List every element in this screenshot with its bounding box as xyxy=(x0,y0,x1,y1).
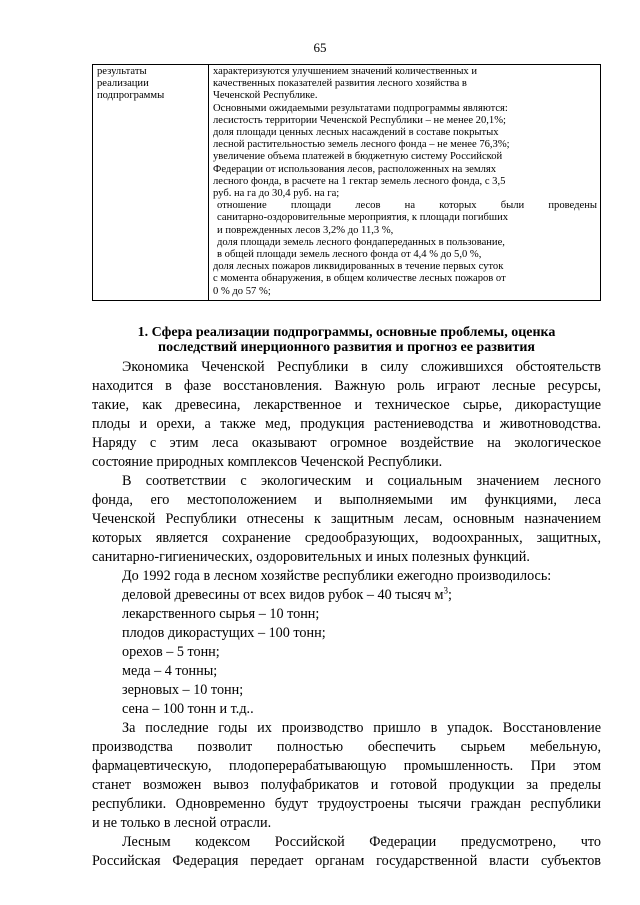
paragraph-line: Экономика Чеченской Республики в силу сложившихся обстоятельств xyxy=(122,359,601,375)
content-line: качественных показателей развития лесного хозяйства в xyxy=(213,78,467,90)
paragraph-line: которых является сохранение средообразующих, водоохранных, защитных, xyxy=(92,530,601,546)
content-line: Основными ожидаемыми результатами подпрограммы являются: xyxy=(213,102,508,114)
content-line: 0 % до 57 %; xyxy=(213,285,271,297)
paragraph-line: фонда, его местоположением и выполняемыми им функциями, леса xyxy=(92,492,601,508)
content-line: увеличение объема платежей в бюджетную систему Российской xyxy=(213,151,503,163)
list-item: плодов дикорастущих – 100 тонн; xyxy=(122,625,326,641)
paragraph-line: производства позволит полностью обеспечить сырьем мебельную, xyxy=(92,739,601,755)
list-item: зерновых – 10 тонн; xyxy=(122,682,244,698)
paragraph-line: находится в фазе восстановления. Важную роль играют лесные ресурсы, xyxy=(92,378,601,394)
content-line: доля площади ценных лесных насаждений в составе покрытых xyxy=(213,127,499,139)
page-number: 65 xyxy=(313,40,327,55)
label-line: подпрограммы xyxy=(97,90,165,102)
paragraph-line: и не только в лесной отрасли. xyxy=(92,815,272,831)
content-line: лесной растительностью земель лесного фонда – не менее 76,3%; xyxy=(213,139,510,151)
table-content-cell xyxy=(209,65,601,301)
paragraph-line: плоды и орехи, а также мед, продукция растениеводства и животноводства. xyxy=(92,416,601,432)
content-line: лесного фонда, в расчете на 1 гектар земель лесного фонда, с 3,5 xyxy=(213,175,506,187)
label-line: реализации xyxy=(97,78,149,90)
list-item-suffix: ; xyxy=(447,587,452,603)
paragraph-line: До 1992 года в лесном хозяйстве республики ежегодно производилось: xyxy=(122,568,552,584)
paragraph-line: Лесным кодексом Российской Федерации предусмотрено, что xyxy=(122,834,601,850)
heading-line: 1. Сфера реализации подпрограммы, основные проблемы, оценка xyxy=(137,325,556,340)
paragraph-line: санитарно-гигиенических, оздоровительных и иных полезных функций. xyxy=(92,549,530,565)
label-line: результаты xyxy=(97,66,147,77)
paragraph-line: Российская Федерация передает органам государственной власти субъектов xyxy=(92,853,601,869)
content-line: характеризуются улучшением значений количественных и xyxy=(213,66,478,77)
list-item xyxy=(92,586,601,605)
content-line: руб. на га до 30,4 руб. на га; xyxy=(213,188,340,200)
content-line: и поврежденных лесов 3,2% до 11,3 %, xyxy=(217,224,394,236)
content-line: доля лесных пожаров ликвидированных в течение первых суток xyxy=(213,261,504,273)
list-item: меда – 4 тонны; xyxy=(122,663,218,679)
list-item-text: деловой древесины от всех видов рубок – 40 тысяч м xyxy=(122,587,444,603)
content-line: с момента обнаружения, в общем количестве лесных пожаров от xyxy=(213,273,506,285)
paragraph-line: За последние годы их производство пришло в упадок. Восстановление xyxy=(122,720,601,736)
body-text xyxy=(92,358,601,871)
list-item: орехов – 5 тонн; xyxy=(122,644,220,660)
content-line: Чеченской Республике. xyxy=(213,90,318,102)
paragraph-line: такие, как древесина, лекарственное и техническое сырье, дикорастущие xyxy=(92,397,601,413)
heading-line: последствий инерционного развития и прогноз ее развития xyxy=(158,339,535,355)
section-heading xyxy=(92,326,601,355)
paragraph-line: станет возможен вывоз полуфабрикатов и готовой продукции за пределы xyxy=(92,777,601,793)
paragraph-line: Чеченской Республики отнесены к защитным лесам, основным назначением xyxy=(92,511,601,527)
paragraph-line: Наряду с этим леса оказывают огромное воздействие на экологическое xyxy=(92,435,601,451)
paragraph-line: фармацевтическую, плодоперерабатывающую промышленность. При этом xyxy=(92,758,601,774)
content-line: санитарно-оздоровительные мероприятия, к площади погибших xyxy=(217,212,509,224)
content-line: лесистость территории Чеченской Республики – не менее 20,1%; xyxy=(213,114,506,126)
content-line: Федерации от использования лесов, расположенных на землях xyxy=(213,163,497,175)
list-item: лекарственного сырья – 10 тонн; xyxy=(122,606,320,622)
content-line: отношение площади лесов на которых были проведены xyxy=(217,200,597,212)
content-line: в общей площади земель лесного фонда от 4,4 % до 5,0 %, xyxy=(217,249,482,261)
paragraph-line: республики. Одновременно будут трудоустроены тысячи граждан республики xyxy=(92,796,601,812)
results-table xyxy=(92,64,601,301)
content-line: доля площади земель лесного фондапереданных в пользование, xyxy=(217,236,505,248)
superscript: 3 xyxy=(443,585,448,596)
paragraph-line: состояние природных комплексов Чеченской Республики. xyxy=(92,454,443,470)
table-label-cell xyxy=(93,65,209,301)
list-item: сена – 100 тонн и т.д.. xyxy=(122,701,254,717)
table-row xyxy=(93,65,601,301)
paragraph-line: В соответствии с экологическим и социальным значением лесного xyxy=(122,473,601,489)
